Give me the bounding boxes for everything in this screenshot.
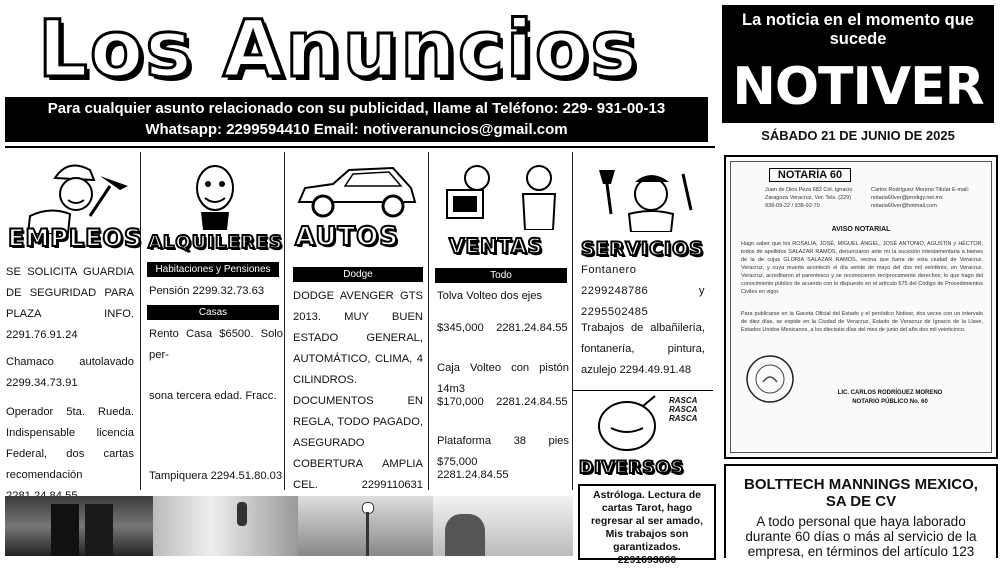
contact-line-phone: Para cualquier asunto relacionado con su publicidad, llame al Teléfono: 229- 931-00-13 bbox=[47, 100, 666, 117]
notary-seal-icon bbox=[745, 354, 795, 404]
masthead-title: Los Anuncios bbox=[38, 5, 639, 95]
column-empleos bbox=[0, 152, 141, 490]
ventas-ad-tolva-price: $345,000 2281.24.84.55 bbox=[437, 322, 568, 334]
notiver-tagline: La noticia en el momento que sucede bbox=[742, 11, 974, 48]
contact-bar bbox=[5, 97, 708, 142]
diversos-bubble: RASCA RASCA RASCA bbox=[669, 396, 698, 423]
photo-exterior-2 bbox=[433, 496, 573, 556]
column-autos bbox=[285, 152, 429, 490]
ventas-ad-plataforma-phone: 2281.24.84.55 bbox=[437, 469, 509, 481]
notaria-aviso-title: AVISO NOTARIAL bbox=[831, 226, 891, 233]
bolttech-title-1: BOLTTECH MANNINGS MEXICO, bbox=[744, 476, 978, 493]
bolttech-body-2: durante 60 días o más al servicio de la bbox=[745, 529, 977, 544]
alquileres-sub-casas: Casas bbox=[147, 305, 279, 320]
sellers-illustration-icon bbox=[437, 160, 569, 230]
diversos-ad-astrologa: Astróloga. Lectura de cartas Tarot, hago regresar al ser amado, Mis trabajos son garantizados. 2291693660 bbox=[590, 489, 704, 566]
masthead-rule bbox=[5, 146, 715, 148]
ventas-ad-tolva: Tolva Volteo dos ejes bbox=[437, 290, 543, 302]
bolttech-notice bbox=[724, 464, 998, 558]
notaria-signer-title: NOTARIO PÚBLICO No. 60 bbox=[852, 399, 928, 405]
alquileres-heading: ALQUILERES bbox=[148, 232, 283, 253]
diversos-divider bbox=[573, 390, 713, 391]
notaria-notice bbox=[724, 155, 998, 459]
notaria-body-1: Hago saber que los ROSALÍA, JOSÉ, MIGUEL ÁNGEL, JOSÉ ANTONIO, AGUSTÍN y HÉCTOR, todos de apellidos SALAZAR RAMOS, denunciaron ante mí la sucesión intestamentaria a bienes de la de cujus GLORIA SALAZAR RAMOS, vecina que fuera de esta ciudad de Veracruz, Veracruz, y cuya muerte aconteció el día veinte de mayo del dos mil veintitrés, en Veracruz, Veracruz, acreditaron el parentesco y se reconocieron recíprocamente derechos; lo que hago del conocimiento público de acuerdo con lo dispuesto en el artículo 675 del Código de Procedimientos Civiles en vigor. bbox=[741, 241, 983, 295]
notaria-address: Juan de Dios Peza 682 Col. Ignacio Zaragoza Veracruz, Ver. Tels. (229) 938-09-22 / 938-92-70 bbox=[765, 187, 853, 209]
ventas-ad-caja: Caja Volteo con pistón 14m3 bbox=[437, 362, 569, 395]
autos-heading: AUTOS bbox=[295, 222, 399, 252]
contact-line-email: Whatsapp: 2299594410 Email: notiveranuncios@gmail.com bbox=[145, 121, 568, 138]
column-ventas bbox=[429, 152, 573, 490]
alquileres-ad-casa-3: Tampiquera 2294.51.80.03 bbox=[149, 470, 283, 482]
alquileres-ad-casa-1: Rento Casa $6500. Solo per- bbox=[149, 328, 283, 361]
bolttech-body-1: A todo personal que haya laborado bbox=[756, 514, 966, 529]
notiver-banner bbox=[722, 5, 994, 123]
autos-sub-dodge: Dodge bbox=[293, 267, 423, 282]
ventas-ad-caja-price: $170,000 2281.24.84.55 bbox=[437, 396, 568, 408]
notiver-logo: NOTIVER bbox=[732, 57, 984, 117]
person-illustration-icon bbox=[187, 158, 243, 230]
empleos-ad-operador: Operador 5ta. Rueda. Indispensable licencia Federal, dos cartas recomendación bbox=[6, 406, 134, 481]
alquileres-sub-habitaciones: Habitaciones y Pensiones bbox=[147, 262, 279, 277]
photo-interior-2 bbox=[153, 496, 298, 556]
notaria-contact: Carlos Rodríguez Moreno Titular E-mail: notaria60ver@prodigy.net.mx notaria60ver@hotmail.com bbox=[871, 187, 970, 209]
empleos-ad-chamaco: Chamaco autolavado 2299.34.73.91 bbox=[6, 356, 134, 389]
servicios-ad-albanileria: Trabajos de albañilería, fontanería, pintura, azulejo 2294.49.91.48 bbox=[581, 322, 705, 376]
ventas-heading: VENTAS bbox=[449, 234, 543, 258]
servicios-ad-fontanero: Fontanero 2299248786 y 2295502485 bbox=[581, 264, 705, 318]
alquileres-ad-casa-2: sona tercera edad. Fracc. bbox=[149, 390, 277, 402]
issue-date: SÁBADO 21 DE JUNIO DE 2025 bbox=[761, 128, 955, 143]
notaria-title: NOTARÍA 60 bbox=[769, 168, 851, 182]
ventas-ad-plataforma: Plataforma 38 pies $75,000 bbox=[437, 435, 569, 468]
car-illustration-icon bbox=[293, 158, 421, 224]
diversos-heading: DIVERSOS bbox=[579, 458, 685, 478]
photo-interior-1 bbox=[5, 496, 153, 556]
diversos-ad-box bbox=[578, 484, 716, 566]
bolttech-body-3: empresa, en términos del artículo 123 bbox=[747, 544, 975, 559]
notaria-signer: LIC. CARLOS RODRÍGUEZ MORENO bbox=[837, 390, 943, 396]
alquileres-ad-pension: Pensión 2299.32.73.63 bbox=[149, 285, 265, 297]
servicios-heading: SERVICIOS bbox=[581, 238, 704, 260]
autos-ad-dodge: DODGE AVENGER GTS 2013. MUY BUEN ESTADO GENERAL, AUTOMÁTICO, CLIMA, 4 CILINDROS. DOCUMENTOS EN REGLA, TODO PAGADO, ASEGURADO COBERTURA AMPLIA CEL. 2299110631 bbox=[293, 290, 423, 491]
ventas-sub-todo: Todo bbox=[435, 268, 567, 283]
empleos-heading: EMPLEOS bbox=[8, 224, 143, 252]
photo-exterior-1 bbox=[298, 496, 433, 556]
bolttech-title-2: SA DE CV bbox=[825, 493, 897, 510]
empleos-ad-guardia: SE SOLICITA GUARDIA DE SEGURIDAD PARA PLAZA INFO. 2291.76.91.24 bbox=[6, 266, 134, 341]
column-alquileres bbox=[141, 152, 285, 490]
worker-illustration-icon bbox=[10, 156, 130, 234]
notaria-body-2: Para publicarse en la Gaceta Oficial del Estado y el periódico Notiver, dos veces con un intervalo de diez días, se expide en la Ciudad de Veracruz, Estado de Veracruz de Ignacio de la Llave, Estados Unidos Mexicanos, a los dieciséis días del mes de junio del año dos mil veinticinco. bbox=[741, 311, 983, 333]
plumber-illustration-icon bbox=[591, 164, 699, 232]
